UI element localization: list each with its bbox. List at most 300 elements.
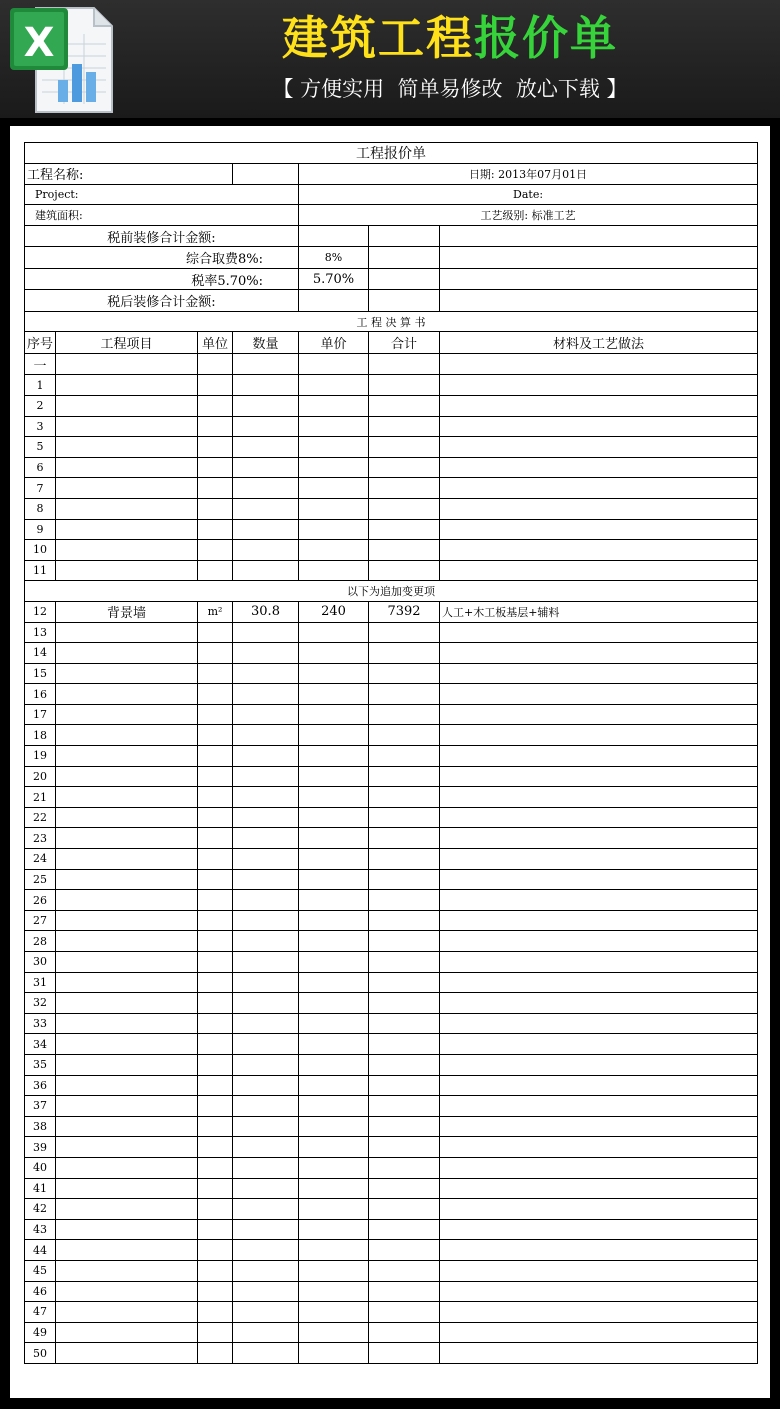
- row-cell[interactable]: [198, 663, 233, 684]
- row-cell[interactable]: [198, 972, 233, 993]
- row-cell[interactable]: [369, 787, 440, 808]
- row-cell[interactable]: [198, 910, 233, 931]
- row-cell[interactable]: [233, 1013, 299, 1034]
- row-cell[interactable]: [56, 643, 198, 664]
- row-cell[interactable]: [198, 931, 233, 952]
- row-cell[interactable]: [233, 643, 299, 664]
- row-cell[interactable]: [369, 972, 440, 993]
- row-cell[interactable]: [440, 952, 758, 973]
- row-cell[interactable]: [369, 1137, 440, 1158]
- row-cell[interactable]: [198, 1199, 233, 1220]
- row-cell[interactable]: [56, 684, 198, 705]
- row-cell[interactable]: [56, 1281, 198, 1302]
- row-cell[interactable]: [369, 1157, 440, 1178]
- row-cell[interactable]: [233, 1054, 299, 1075]
- table-row: [25, 1034, 758, 1055]
- banner-subtitle: 【 方便实用 简单易修改 放心下载 】: [272, 77, 628, 101]
- row-cell[interactable]: [299, 787, 369, 808]
- row-cell[interactable]: [198, 1075, 233, 1096]
- row-cell[interactable]: [299, 828, 369, 849]
- row-cell[interactable]: [56, 1157, 198, 1178]
- row-cell[interactable]: [198, 519, 233, 540]
- row-cell[interactable]: [440, 1137, 758, 1158]
- row-cell[interactable]: [56, 663, 198, 684]
- row-cell[interactable]: [369, 540, 440, 561]
- row-cell[interactable]: [299, 1199, 369, 1220]
- row-cell[interactable]: [56, 457, 198, 478]
- row-cell[interactable]: [233, 1260, 299, 1281]
- row-cell[interactable]: [440, 643, 758, 664]
- row-cell[interactable]: [299, 1075, 369, 1096]
- row-cell[interactable]: [369, 1096, 440, 1117]
- row-cell[interactable]: [440, 910, 758, 931]
- row-cell[interactable]: [369, 1240, 440, 1261]
- row-cell[interactable]: [198, 478, 233, 499]
- row-cell[interactable]: [440, 1178, 758, 1199]
- row-cell[interactable]: [369, 375, 440, 396]
- row-cell[interactable]: [233, 684, 299, 705]
- row-cell[interactable]: [56, 1260, 198, 1281]
- row-cell[interactable]: [369, 746, 440, 767]
- row-cell[interactable]: [198, 416, 233, 437]
- row-cell[interactable]: [56, 869, 198, 890]
- row-cell[interactable]: [233, 1157, 299, 1178]
- row-cell[interactable]: [440, 622, 758, 643]
- row-cell[interactable]: [369, 498, 440, 519]
- row-cell[interactable]: [369, 478, 440, 499]
- fee-value[interactable]: 8%: [299, 247, 369, 269]
- row-cell[interactable]: [299, 807, 369, 828]
- row-cell[interactable]: [56, 1034, 198, 1055]
- row-unit[interactable]: m²: [198, 601, 233, 622]
- row-cell[interactable]: [299, 1343, 369, 1364]
- row-cell[interactable]: [299, 746, 369, 767]
- row-cell[interactable]: [299, 869, 369, 890]
- row-cell[interactable]: [233, 1034, 299, 1055]
- row-cell[interactable]: [299, 1281, 369, 1302]
- row-cell[interactable]: [56, 1219, 198, 1240]
- row-cell[interactable]: [369, 704, 440, 725]
- row-cell[interactable]: [369, 416, 440, 437]
- row-cell[interactable]: [440, 869, 758, 890]
- row-cell[interactable]: [198, 746, 233, 767]
- row-cell[interactable]: [198, 1219, 233, 1240]
- tax-value[interactable]: 5.70%: [299, 268, 369, 290]
- row-cell[interactable]: [233, 746, 299, 767]
- row-cell[interactable]: [440, 1219, 758, 1240]
- row-cell[interactable]: [299, 622, 369, 643]
- row-cell[interactable]: [440, 704, 758, 725]
- row-cell[interactable]: [299, 1302, 369, 1323]
- row-cell[interactable]: [233, 910, 299, 931]
- row-cell[interactable]: [369, 1302, 440, 1323]
- row-cell[interactable]: [369, 1034, 440, 1055]
- row-cell[interactable]: [369, 828, 440, 849]
- row-cell[interactable]: [440, 1343, 758, 1364]
- row-cell[interactable]: [56, 1054, 198, 1075]
- row-cell[interactable]: [440, 1096, 758, 1117]
- row-cell[interactable]: [198, 622, 233, 643]
- row-cell[interactable]: [56, 993, 198, 1014]
- row-cell[interactable]: [299, 1178, 369, 1199]
- row-cell[interactable]: [440, 1075, 758, 1096]
- row-cell[interactable]: [198, 849, 233, 870]
- row-cell[interactable]: [440, 395, 758, 416]
- row-cell[interactable]: [299, 1116, 369, 1137]
- row-cell[interactable]: [56, 395, 198, 416]
- row-cell[interactable]: [440, 684, 758, 705]
- row-cell[interactable]: [299, 1034, 369, 1055]
- row-cell[interactable]: [56, 725, 198, 746]
- row-cell[interactable]: [56, 1178, 198, 1199]
- row-cell[interactable]: [299, 663, 369, 684]
- row-cell[interactable]: [299, 1054, 369, 1075]
- row-cell[interactable]: [369, 1054, 440, 1075]
- row-cell[interactable]: [233, 1096, 299, 1117]
- row-qty[interactable]: 30.8: [233, 601, 299, 622]
- row-cell[interactable]: [233, 560, 299, 581]
- row-cell[interactable]: [198, 1054, 233, 1075]
- row-cell[interactable]: [198, 1240, 233, 1261]
- row-cell[interactable]: [369, 890, 440, 911]
- row-cell[interactable]: [56, 807, 198, 828]
- row-cell[interactable]: [369, 1116, 440, 1137]
- row-cell[interactable]: [299, 498, 369, 519]
- row-cell[interactable]: [233, 1137, 299, 1158]
- row-cell[interactable]: [233, 1075, 299, 1096]
- table-row: [25, 869, 758, 890]
- row-cell[interactable]: [369, 1260, 440, 1281]
- row-cell[interactable]: [299, 540, 369, 561]
- row-cell[interactable]: [299, 375, 369, 396]
- row-cell[interactable]: [299, 1096, 369, 1117]
- row-cell[interactable]: [440, 416, 758, 437]
- row-cell[interactable]: [299, 890, 369, 911]
- row-cell[interactable]: [440, 478, 758, 499]
- row-cell[interactable]: [233, 519, 299, 540]
- row-cell[interactable]: [56, 704, 198, 725]
- row-cell[interactable]: [440, 1054, 758, 1075]
- row-cell[interactable]: [56, 931, 198, 952]
- row-cell[interactable]: [233, 766, 299, 787]
- row-cell[interactable]: [233, 1322, 299, 1343]
- row-cell[interactable]: [299, 437, 369, 458]
- row-cell[interactable]: [369, 643, 440, 664]
- row-cell[interactable]: [198, 1260, 233, 1281]
- row-cell[interactable]: [369, 457, 440, 478]
- row-cell[interactable]: [299, 1240, 369, 1261]
- row-cell[interactable]: [369, 910, 440, 931]
- row-cell[interactable]: [198, 725, 233, 746]
- pretax-total-value[interactable]: [299, 225, 369, 247]
- row-cell[interactable]: [233, 395, 299, 416]
- row-cell[interactable]: [56, 622, 198, 643]
- row-cell[interactable]: [233, 416, 299, 437]
- row-cell[interactable]: [233, 725, 299, 746]
- row-cell[interactable]: [56, 746, 198, 767]
- row-cell[interactable]: [233, 890, 299, 911]
- row-method[interactable]: 人工+木工板基层+辅料: [440, 601, 758, 622]
- row-cell[interactable]: [369, 1178, 440, 1199]
- row-cell[interactable]: [299, 1322, 369, 1343]
- row-cell[interactable]: [369, 807, 440, 828]
- row-cell[interactable]: [440, 828, 758, 849]
- row-cell[interactable]: [299, 643, 369, 664]
- row-cell[interactable]: [440, 1260, 758, 1281]
- form-title: 工程报价单: [25, 143, 758, 164]
- row-cell[interactable]: [440, 437, 758, 458]
- row-cell[interactable]: [233, 952, 299, 973]
- row-cell[interactable]: [233, 787, 299, 808]
- date-label: 日期: 2013年07月01日: [299, 164, 758, 185]
- row-cell[interactable]: [233, 622, 299, 643]
- row-cell[interactable]: [440, 1322, 758, 1343]
- row-cell[interactable]: [198, 787, 233, 808]
- table-row: [25, 993, 758, 1014]
- row-cell[interactable]: [233, 457, 299, 478]
- row-cell[interactable]: [56, 478, 198, 499]
- row-cell[interactable]: [299, 1260, 369, 1281]
- row-cell[interactable]: [198, 375, 233, 396]
- row-cell[interactable]: [198, 395, 233, 416]
- row-cell[interactable]: [56, 1013, 198, 1034]
- row-cell[interactable]: [198, 869, 233, 890]
- row-cell[interactable]: [440, 1116, 758, 1137]
- row-cell[interactable]: [440, 746, 758, 767]
- row-cell[interactable]: [299, 1219, 369, 1240]
- row-cell[interactable]: [369, 1343, 440, 1364]
- row-cell[interactable]: [299, 972, 369, 993]
- row-cell[interactable]: [198, 807, 233, 828]
- row-cell[interactable]: [369, 622, 440, 643]
- row-cell[interactable]: [198, 437, 233, 458]
- row-cell[interactable]: [299, 478, 369, 499]
- row-cell[interactable]: [198, 1013, 233, 1034]
- row-cell[interactable]: [56, 375, 198, 396]
- row-cell[interactable]: [299, 684, 369, 705]
- row-cell[interactable]: [299, 704, 369, 725]
- row-total[interactable]: 7392: [369, 601, 440, 622]
- row-cell[interactable]: [198, 1343, 233, 1364]
- row-cell[interactable]: [233, 807, 299, 828]
- row-cell[interactable]: [440, 972, 758, 993]
- row-cell[interactable]: [440, 849, 758, 870]
- row-cell[interactable]: [299, 395, 369, 416]
- row-cell[interactable]: [233, 1178, 299, 1199]
- row-cell[interactable]: [369, 1219, 440, 1240]
- row-cell[interactable]: [198, 684, 233, 705]
- row-cell[interactable]: [369, 395, 440, 416]
- row-cell[interactable]: [56, 519, 198, 540]
- row-cell[interactable]: [198, 766, 233, 787]
- row-cell[interactable]: [198, 1157, 233, 1178]
- row-cell[interactable]: [369, 684, 440, 705]
- row-cell[interactable]: [56, 1096, 198, 1117]
- row-cell[interactable]: [56, 1343, 198, 1364]
- row-cell[interactable]: [198, 1281, 233, 1302]
- row-cell[interactable]: [299, 766, 369, 787]
- col-item: 工程项目: [56, 332, 198, 354]
- row-cell[interactable]: [56, 890, 198, 911]
- row-cell[interactable]: [233, 1240, 299, 1261]
- row-cell[interactable]: [440, 663, 758, 684]
- table-row: [25, 1096, 758, 1117]
- row-cell[interactable]: [369, 931, 440, 952]
- row-cell[interactable]: [56, 540, 198, 561]
- row-cell[interactable]: [440, 457, 758, 478]
- row-cell[interactable]: [233, 972, 299, 993]
- row-cell[interactable]: [440, 1199, 758, 1220]
- row-cell[interactable]: [440, 1034, 758, 1055]
- row-cell[interactable]: [56, 1116, 198, 1137]
- row-cell[interactable]: [233, 828, 299, 849]
- row-cell[interactable]: [369, 993, 440, 1014]
- row-no: 18: [25, 725, 56, 746]
- row-cell[interactable]: [440, 766, 758, 787]
- row-cell[interactable]: [369, 663, 440, 684]
- row-cell[interactable]: [233, 993, 299, 1014]
- row-cell[interactable]: [299, 952, 369, 973]
- row-cell[interactable]: [198, 1034, 233, 1055]
- row-cell[interactable]: [299, 560, 369, 581]
- row-cell[interactable]: [299, 931, 369, 952]
- row-cell[interactable]: [233, 437, 299, 458]
- row-cell[interactable]: [369, 560, 440, 581]
- row-cell[interactable]: [299, 457, 369, 478]
- row-cell[interactable]: [198, 1116, 233, 1137]
- row-cell[interactable]: [56, 1075, 198, 1096]
- row-cell[interactable]: [299, 725, 369, 746]
- row-cell[interactable]: [56, 1322, 198, 1343]
- row-cell[interactable]: [56, 498, 198, 519]
- row-cell[interactable]: [233, 1219, 299, 1240]
- row-cell[interactable]: [198, 498, 233, 519]
- row-cell[interactable]: [369, 1281, 440, 1302]
- row-cell[interactable]: [440, 1281, 758, 1302]
- row-cell[interactable]: [440, 1013, 758, 1034]
- row-cell[interactable]: [233, 704, 299, 725]
- row-cell[interactable]: [369, 1075, 440, 1096]
- row-cell[interactable]: [299, 416, 369, 437]
- row-cell[interactable]: [198, 1178, 233, 1199]
- row-cell[interactable]: [369, 519, 440, 540]
- row-cell[interactable]: [369, 1013, 440, 1034]
- row-price[interactable]: 240: [299, 601, 369, 622]
- row-cell[interactable]: [233, 931, 299, 952]
- row-cell[interactable]: [440, 931, 758, 952]
- row-cell[interactable]: [299, 910, 369, 931]
- row-cell[interactable]: [198, 643, 233, 664]
- row-cell[interactable]: [233, 478, 299, 499]
- row-cell[interactable]: [198, 560, 233, 581]
- row-cell[interactable]: [440, 498, 758, 519]
- row-cell[interactable]: [233, 1281, 299, 1302]
- row-cell[interactable]: [440, 1302, 758, 1323]
- row-cell[interactable]: [56, 1302, 198, 1323]
- row-cell[interactable]: [440, 1240, 758, 1261]
- row-cell[interactable]: [299, 519, 369, 540]
- row-item[interactable]: 背景墙: [56, 601, 198, 622]
- row-cell[interactable]: [198, 993, 233, 1014]
- row-cell[interactable]: [369, 437, 440, 458]
- row-cell[interactable]: [198, 952, 233, 973]
- row-cell[interactable]: [56, 972, 198, 993]
- row-cell[interactable]: [440, 890, 758, 911]
- row-cell[interactable]: [233, 1343, 299, 1364]
- row-cell[interactable]: [233, 1116, 299, 1137]
- row-cell[interactable]: [56, 787, 198, 808]
- row-cell[interactable]: [233, 375, 299, 396]
- row-cell[interactable]: [198, 1137, 233, 1158]
- row-cell[interactable]: [198, 828, 233, 849]
- row-cell[interactable]: [56, 766, 198, 787]
- row-cell[interactable]: [369, 766, 440, 787]
- row-cell[interactable]: [56, 416, 198, 437]
- row-cell[interactable]: [56, 910, 198, 931]
- row-cell[interactable]: [440, 540, 758, 561]
- row-cell[interactable]: [299, 849, 369, 870]
- aftertax-total-value[interactable]: [299, 290, 369, 312]
- row-cell[interactable]: [233, 540, 299, 561]
- section-title: 工 程 决 算 书: [25, 311, 758, 332]
- row-cell[interactable]: [56, 437, 198, 458]
- row-cell[interactable]: [440, 993, 758, 1014]
- row-cell[interactable]: [440, 519, 758, 540]
- row-cell[interactable]: [299, 993, 369, 1014]
- row-cell[interactable]: [440, 1157, 758, 1178]
- row-cell[interactable]: [369, 1322, 440, 1343]
- row-cell[interactable]: [233, 1302, 299, 1323]
- row-cell[interactable]: [56, 560, 198, 581]
- row-cell[interactable]: [233, 1199, 299, 1220]
- row-cell[interactable]: [56, 1137, 198, 1158]
- row-cell[interactable]: [369, 849, 440, 870]
- row-cell[interactable]: [198, 1096, 233, 1117]
- row-cell[interactable]: [233, 849, 299, 870]
- row-cell[interactable]: [440, 375, 758, 396]
- row-cell[interactable]: [56, 849, 198, 870]
- row-cell[interactable]: [369, 1199, 440, 1220]
- row-cell[interactable]: [198, 457, 233, 478]
- row-cell[interactable]: [369, 952, 440, 973]
- row-cell[interactable]: [440, 725, 758, 746]
- row-cell[interactable]: [198, 1302, 233, 1323]
- row-cell[interactable]: [198, 890, 233, 911]
- row-no: 36: [25, 1075, 56, 1096]
- row-cell[interactable]: [56, 1199, 198, 1220]
- row-cell[interactable]: [56, 1240, 198, 1261]
- row-cell[interactable]: [233, 663, 299, 684]
- row-cell[interactable]: [56, 828, 198, 849]
- row-cell[interactable]: [233, 498, 299, 519]
- row-cell[interactable]: [299, 1157, 369, 1178]
- row-cell[interactable]: [198, 1322, 233, 1343]
- row-cell[interactable]: [440, 807, 758, 828]
- row-cell[interactable]: [233, 869, 299, 890]
- row-cell[interactable]: [299, 1137, 369, 1158]
- row-cell[interactable]: [198, 704, 233, 725]
- project-name-cell[interactable]: [233, 164, 299, 185]
- row-cell[interactable]: [369, 725, 440, 746]
- row-cell[interactable]: [299, 1013, 369, 1034]
- row-cell[interactable]: [440, 787, 758, 808]
- row-cell[interactable]: [56, 952, 198, 973]
- row-cell[interactable]: [440, 560, 758, 581]
- row-cell[interactable]: [198, 540, 233, 561]
- craft-level-label: 工艺级别: 标准工艺: [299, 205, 758, 226]
- table-row: [25, 663, 758, 684]
- row-cell[interactable]: [369, 869, 440, 890]
